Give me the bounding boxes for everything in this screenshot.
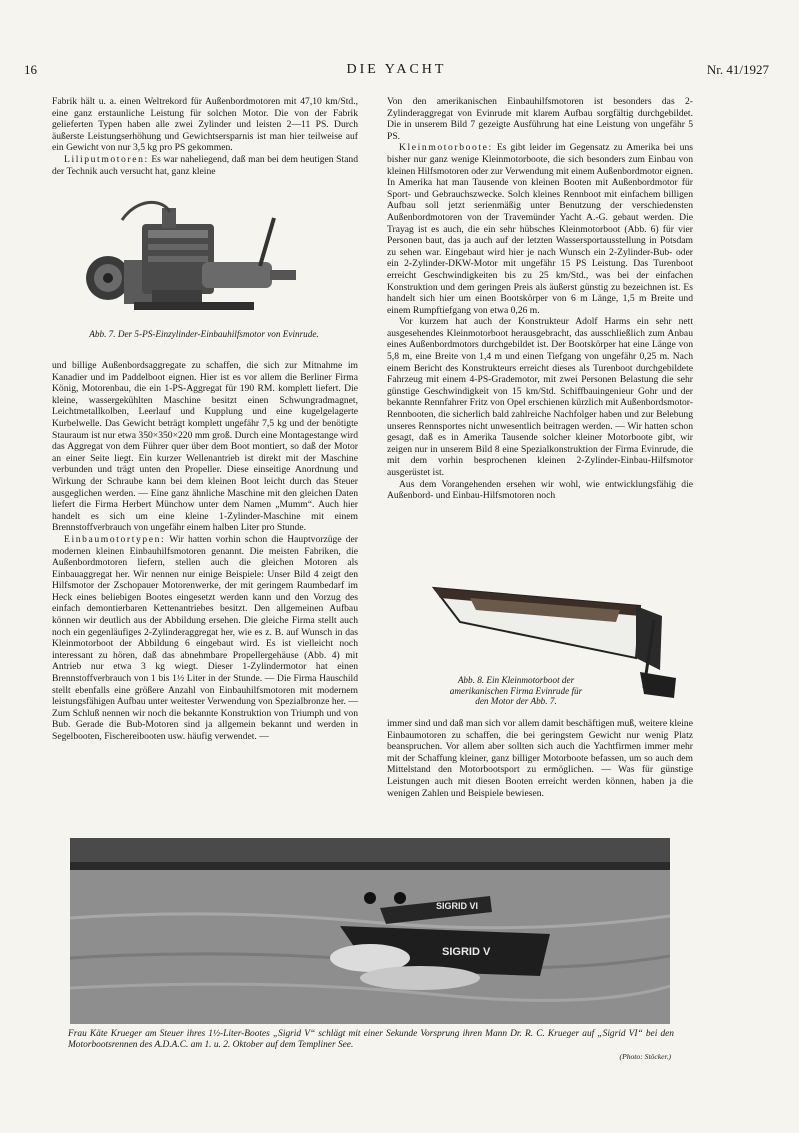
photo-caption: Frau Käte Krueger am Steuer ihres 1½-Liter-Bootes „Sigrid V“ schlägt mit einer Sekunde Vorsprung ihren Mann Dr. R. C. Krueger auf „Sigrid VI“ bei den Motorbootsrennen des A.D.A.C. am 1. u. 2. Oktober auf dem Templiner See. — [68, 1029, 674, 1050]
paragraph: Vor kurzem hat auch der Konstrukteur Adolf Harms ein sehr nett ausgesehendes Kleinmotorboot herausgebracht, das ausschließlich zum Anbau eines Außenbordmotors durchgebildet ist. Der Bootskörper hat eine Länge von 5,8 m, eine Breite von 1,4 m und einen Tiefgang von ungefähr 0,25 m. Nach einem Bericht des Konstrukteurs erreicht dieses als Turenboot durchgebildete Fahrzeug mit einem 4-PS-Grademotor, mit zwei Personen Belastung die sehr günstige Geschwindigkeit von 15 km/Std. Schiffbauingenieur Gohr und der bekannte Rennfahrer Fritz von Opel erschienen kürzlich mit Außenbordsmotor-Rennbooten, die sicherlich bald zahlreiche Nachfolger haben und zur Belebung unseres Rennsportes nicht unwesentlich beitragen werden. — Wir hatten schon gesagt, daß es in Amerika Tausende solcher kleiner Motorboote gibt, wir zeigen nur in unserem Bild 8 eine Spezialkonstruktion der Firma Evinrude, die mit dem vorhin besprochenen kleinen 2-Zylinder-Einbau-Hilfsmotor ausgerüstet ist. — [387, 316, 693, 478]
figure-8-caption: Abb. 8. Ein Kleinmotorboot der amerikanischen Firma Evinrude für den Motor der Abb. 7. — [449, 675, 583, 706]
paragraph: Von den amerikanischen Einbauhilfsmotoren ist besonders das 2-Zylinderaggregat von Evinrude mit klarem Aufbau sorgfältig durchgebildet. Die in unserem Bild 7 gezeigte Ausführung hat eine Leistung von ungefähr 5 PS. — [387, 96, 693, 142]
paragraph: Kleinmotorboote: Es gibt leider im Gegensatz zu Amerika bei uns bisher nur ganz wenige Kleinmotorboote, die sich besonders zum Einbau von kleinen Hilfsmotoren oder zur Verwendung mit einem Außenbordmotor eignen. In Amerika hat man Tausende von kleinen Booten mit Außenbordmotor für Sport- und Gebrauchszwecke. Solch kleines Rennboot mit einfachem billigen Aufbau soll jetzt serienmäßig unter Benutzung der verschiedensten Außenbordmotoren von der Travemünder Yacht A.-G. gebaut werden. Die Trayag ist es auch, die ein sehr hübsches Kleinmotorboot (Abb. 6) für vier Personen baut, das ja auch auf der letzten Wassersportausstellung in Potsdam zu sehen war. Eingebaut wird hier je nach Wunsch ein 2-Zylinder-Bub- oder ein 2-Zylinder-DKW-Motor mit ungefähr 15 PS Leistung. Das Turenboot erreicht Geschwindigkeiten bis zu 25 km/Std., was bei der einfachen Konstruktion und dem geringen Preis als äußerst günstig zu bezeichnen ist. Es handelt sich hier um einen Bootskörper von 6 m Länge, 1,5 m Breite und einem Rumpftiefgang von etwa 0,26 m. — [387, 142, 693, 316]
paragraph: Fabrik hält u. a. einen Weltrekord für Außenbordmotoren mit 47,10 km/Std., eine ganz erstaunliche Leistung für solchen Motor. Die von der Fabrik gelieferten Typen haben alle zwei Zylinder und leisten 2—11 PS. Durch äußerste Leistungserhöhung und Gewichtsersparnis ist man hier teilweise auf ein Gewicht von nur 3,5 kg pro PS gekommen. — [52, 96, 358, 154]
right-column-bottom — [387, 718, 693, 828]
paragraph: Einbaumotortypen: Wir hatten vorhin schon die Hauptvorzüge der modernen kleinen Einbauhilfsmotoren genannt. Die meisten Fabriken, die Außenbordmotoren liefern, stellen auch die gleichen Motoren als Einbauaggregat her. Wir nennen nur einige Beispiele: Unser Bild 4 zeigt den Hilfsmotor der Zschopauer Motorenwerke, der mit geringem Raumbedarf im Heck eines beliebigen Bootes eingesetzt werden kann und den Vorzug des einfach demontierbaren Kettenantriebes besitzt. Den allgemeinen Aufbau können wir deutlich aus der Abbildung ersehen. Die gleiche Firma stellt auch noch ein gegenläufiges 2-Zylinderaggregat her, wie es z. B. auf Wunsch in das Kleinmotorboot der Abbildung 6 eingebaut wird. Es ist vielleicht noch interessant zu hören, daß das abnehmbare Propellergehäuse (Abb. 4) mit Antrieb nur etwa 3 kg wiegt. Dieser 1-Zylindermotor hat einen Brennstoffverbrauch von 1 bis 1½ Liter in der Stunde. — Die Firma Hauschild stellt ebenfalls eine größere Anzahl von Einbauhilfsmotoren mit modernem leistungsfähigen Aufbau unter weitester Verwendung von Spezialbronze her. — Zum Schluß nennen wir noch die bekannte Konstruktion von Triumph und von Bub. Gerade die Bub-Motoren sind ja allgemein bekannt und werden in Segelbooten, Fischereibooten usw. häufig verwendet. — — [52, 533, 358, 742]
paragraph: Aus dem Vorangehenden ersehen wir wohl, wie entwicklungsfähig die Außenbord- und Einbau-Hilfsmotoren noch — [387, 478, 693, 502]
page-number: 16 — [24, 62, 37, 77]
figure-engine — [82, 190, 322, 330]
figure-7-caption: Abb. 7. Der 5-PS-Einzylinder-Einbauhilfsmotor von Evinrude. — [89, 329, 319, 339]
left-column-top — [52, 96, 358, 188]
right-column-top — [387, 96, 693, 566]
boat-name-sigrid-v: SIGRID V — [442, 946, 491, 958]
issue-number: Nr. 41/1927 — [706, 62, 769, 77]
page-header — [24, 62, 769, 80]
section-heading: Liliputmotoren: — [64, 153, 149, 165]
boat-name-sigrid-vi: SIGRID VI — [436, 901, 479, 911]
paragraph: immer sind und daß man sich vor allem damit beschäftigen muß, weitere kleine Einbaumotoren zu schaffen, die bei geringstem Gewicht nur wenig Platz beanspruchen. Vor allem aber sollten sich auch die Yachtfirmen immer mehr mit der Schaffung kleiner, ganz billiger Motorboote befassen, um so auch dem Mittelstand den Motorbootsport zu ermöglichen. — Was für günstige Leistungen auch mit diesen Booten erreicht werden können, haben ja die wenigen Zahlen und Beispiele bewiesen. — [387, 718, 693, 799]
magazine-title: DIE YACHT — [346, 62, 447, 77]
section-heading: Einbaumotortypen: — [64, 533, 166, 545]
photo-credit: (Photo: Stöcker.) — [619, 1052, 671, 1061]
paragraph: und billige Außenbordsaggregate zu schaffen, die sich zur Mitnahme im Kanadier und im Paddelboot eignen. Hier ist es vor allem die Berliner Firma König, Motorenbau, die ein 1-PS-Aggregat für 190 RM. komplett liefert. Die kleine, wassergekühlten Maschine besitzt einen Schwungradmagnet, Leichtmetallkolben, Leerlauf und Kupplung und eine kugelgelagerte Kurbelwelle. Das Gewicht beträgt komplett ungefähr 7,5 kg und der benötigte Stauraum ist nur etwa 350×350×220 mm groß. Durch eine Montagestange wird das Aggregat von dem Führer quer über dem Boot montiert, so daß der Motor an einer Seite liegt. Ein kurzer Wellenantrieb ist direkt mit der Maschine verbunden und trägt unten den Propeller. Diese einseitige Anordnung und Wirkung der Schraube kann bei dem kleinen Boot leicht durch das Steuer ausgeglichen werden. — Eine ganz ähnliche Maschine mit den gleichen Daten liefert die Firma Herbert Münchow unter dem Namen „Mumm“. Auch hier handelt es sich um eine kleine 1-Zylinder-Maschine mit einem Brennstoffverbrauch von ungefähr einem halben Liter pro Stunde. — [52, 360, 358, 534]
racing-boat-scene — [70, 838, 670, 1024]
left-column-main — [52, 360, 358, 825]
paragraph: Liliputmotoren: Es war naheliegend, daß man bei dem heutigen Stand der Technik auch versucht hat, ganz kleine — [52, 153, 358, 177]
racing-boat-photo — [70, 838, 670, 1024]
evinrude-engine-illustration — [82, 190, 322, 330]
section-heading: Kleinmotorboote: — [399, 142, 493, 154]
